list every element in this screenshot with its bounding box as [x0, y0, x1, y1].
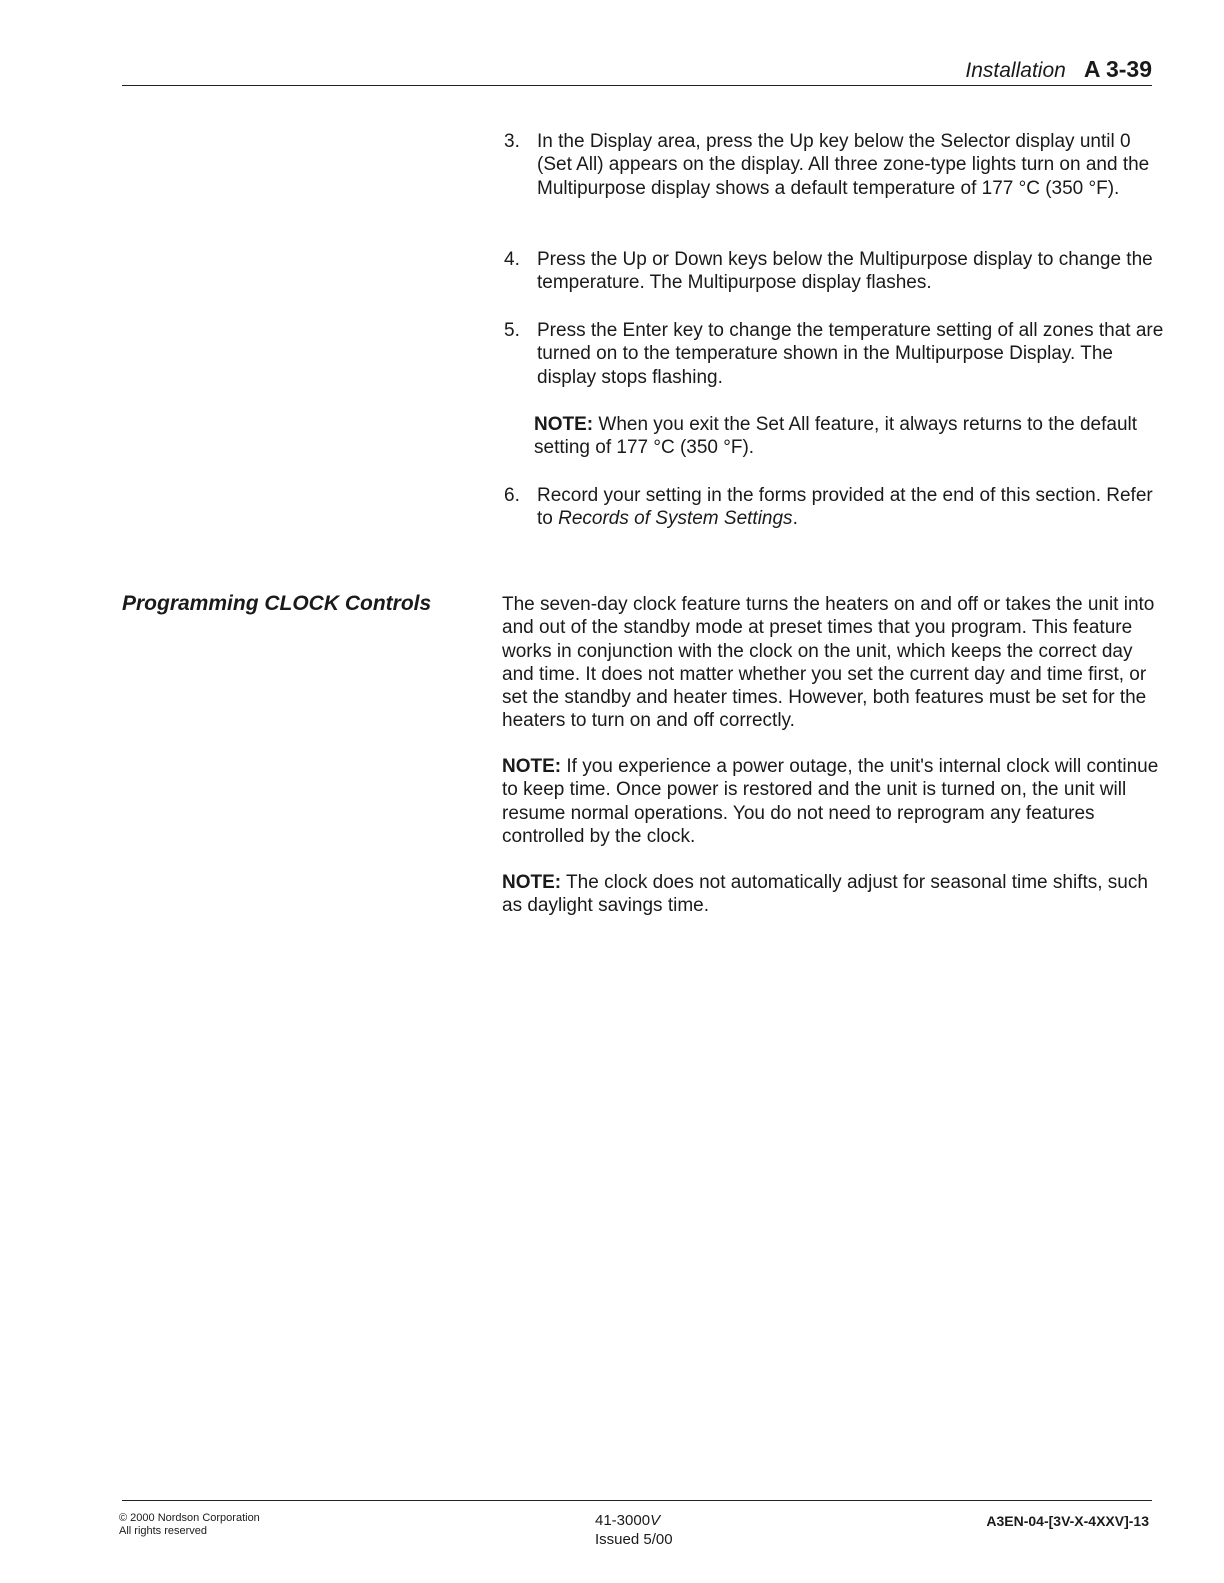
note-text: If you experience a power outage, the unit's internal clock will continue to keep time. Once power is restored and the unit is turned on, the unit will resume normal operations. You do not need to reprogram any features controlled by the clock.	[502, 756, 1159, 847]
note-text: When you exit the Set All feature, it always returns to the default setting of 177 °C (350 °F).	[534, 414, 1138, 459]
step-number: 5.	[504, 320, 520, 341]
footer-copyright-block	[119, 1512, 260, 1538]
clock-note-power-outage	[502, 755, 1162, 848]
header-section-title: Installation	[965, 59, 1066, 82]
doc-number-main: 41-3000	[595, 1512, 651, 1529]
clock-intro-paragraph: The seven-day clock feature turns the heaters on and off or takes the unit into and out of the standby mode at preset times that you program. This feature works in conjunction with the clock on the unit, which keeps the correct day and time. It does not matter whether you set the current day and time first, or set the standby and heater times. However, both features must be set for the heaters to turn on and off correctly.	[502, 594, 1155, 732]
cross-reference: Records of System Settings	[558, 508, 793, 530]
step-number: 3.	[504, 131, 520, 152]
footer-doc-block	[595, 1511, 673, 1549]
header-text	[965, 56, 1152, 83]
step-note	[534, 413, 1154, 460]
step-4	[504, 248, 1164, 295]
clock-note-seasonal	[502, 871, 1162, 918]
step-text: Press the Enter key to change the temperature setting of all zones that are turned on to the temperature shown in the Multipurpose Display. The display stops flashing.	[537, 320, 1164, 388]
step-text-end: .	[792, 508, 798, 530]
copyright-text: © 2000 Nordson Corporation	[119, 1512, 260, 1524]
section-heading: Programming CLOCK Controls	[122, 592, 432, 615]
note-label: NOTE:	[534, 414, 594, 435]
note-label: NOTE:	[502, 756, 562, 777]
rights-text: All rights reserved	[119, 1525, 208, 1537]
page-number: A 3-39	[1083, 56, 1152, 82]
note-text: The clock does not automatically adjust for seasonal time shifts, such as daylight savings time.	[502, 872, 1148, 917]
doc-number-suffix: V	[650, 1512, 661, 1529]
step-text: Press the Up or Down keys below the Multipurpose display to change the temperature. The Multipurpose display flashes.	[537, 249, 1153, 294]
step-text-plain: Record your setting in the forms provided at the end of this section. Refer to	[537, 485, 1153, 530]
footer-doc-code: A3EN-04-[3V-X-4XXV]-13	[986, 1513, 1149, 1529]
header-divider	[122, 85, 1152, 86]
step-text: In the Display area, press the Up key below the Selector display until 0 (Set All) appears on the display. All three zone-type lights turn on and the Multipurpose display shows a default temperature of 177 °C (350 °F).	[537, 131, 1150, 199]
step-3	[504, 130, 1164, 200]
issued-date: Issued 5/00	[595, 1531, 673, 1548]
doc-number	[595, 1511, 673, 1530]
step-6	[504, 484, 1164, 531]
step-number: 6.	[504, 485, 520, 506]
footer-divider	[122, 1500, 1152, 1501]
step-number: 4.	[504, 249, 520, 270]
note-label: NOTE:	[502, 872, 562, 893]
step-text	[537, 484, 1164, 531]
step-5	[504, 319, 1164, 389]
